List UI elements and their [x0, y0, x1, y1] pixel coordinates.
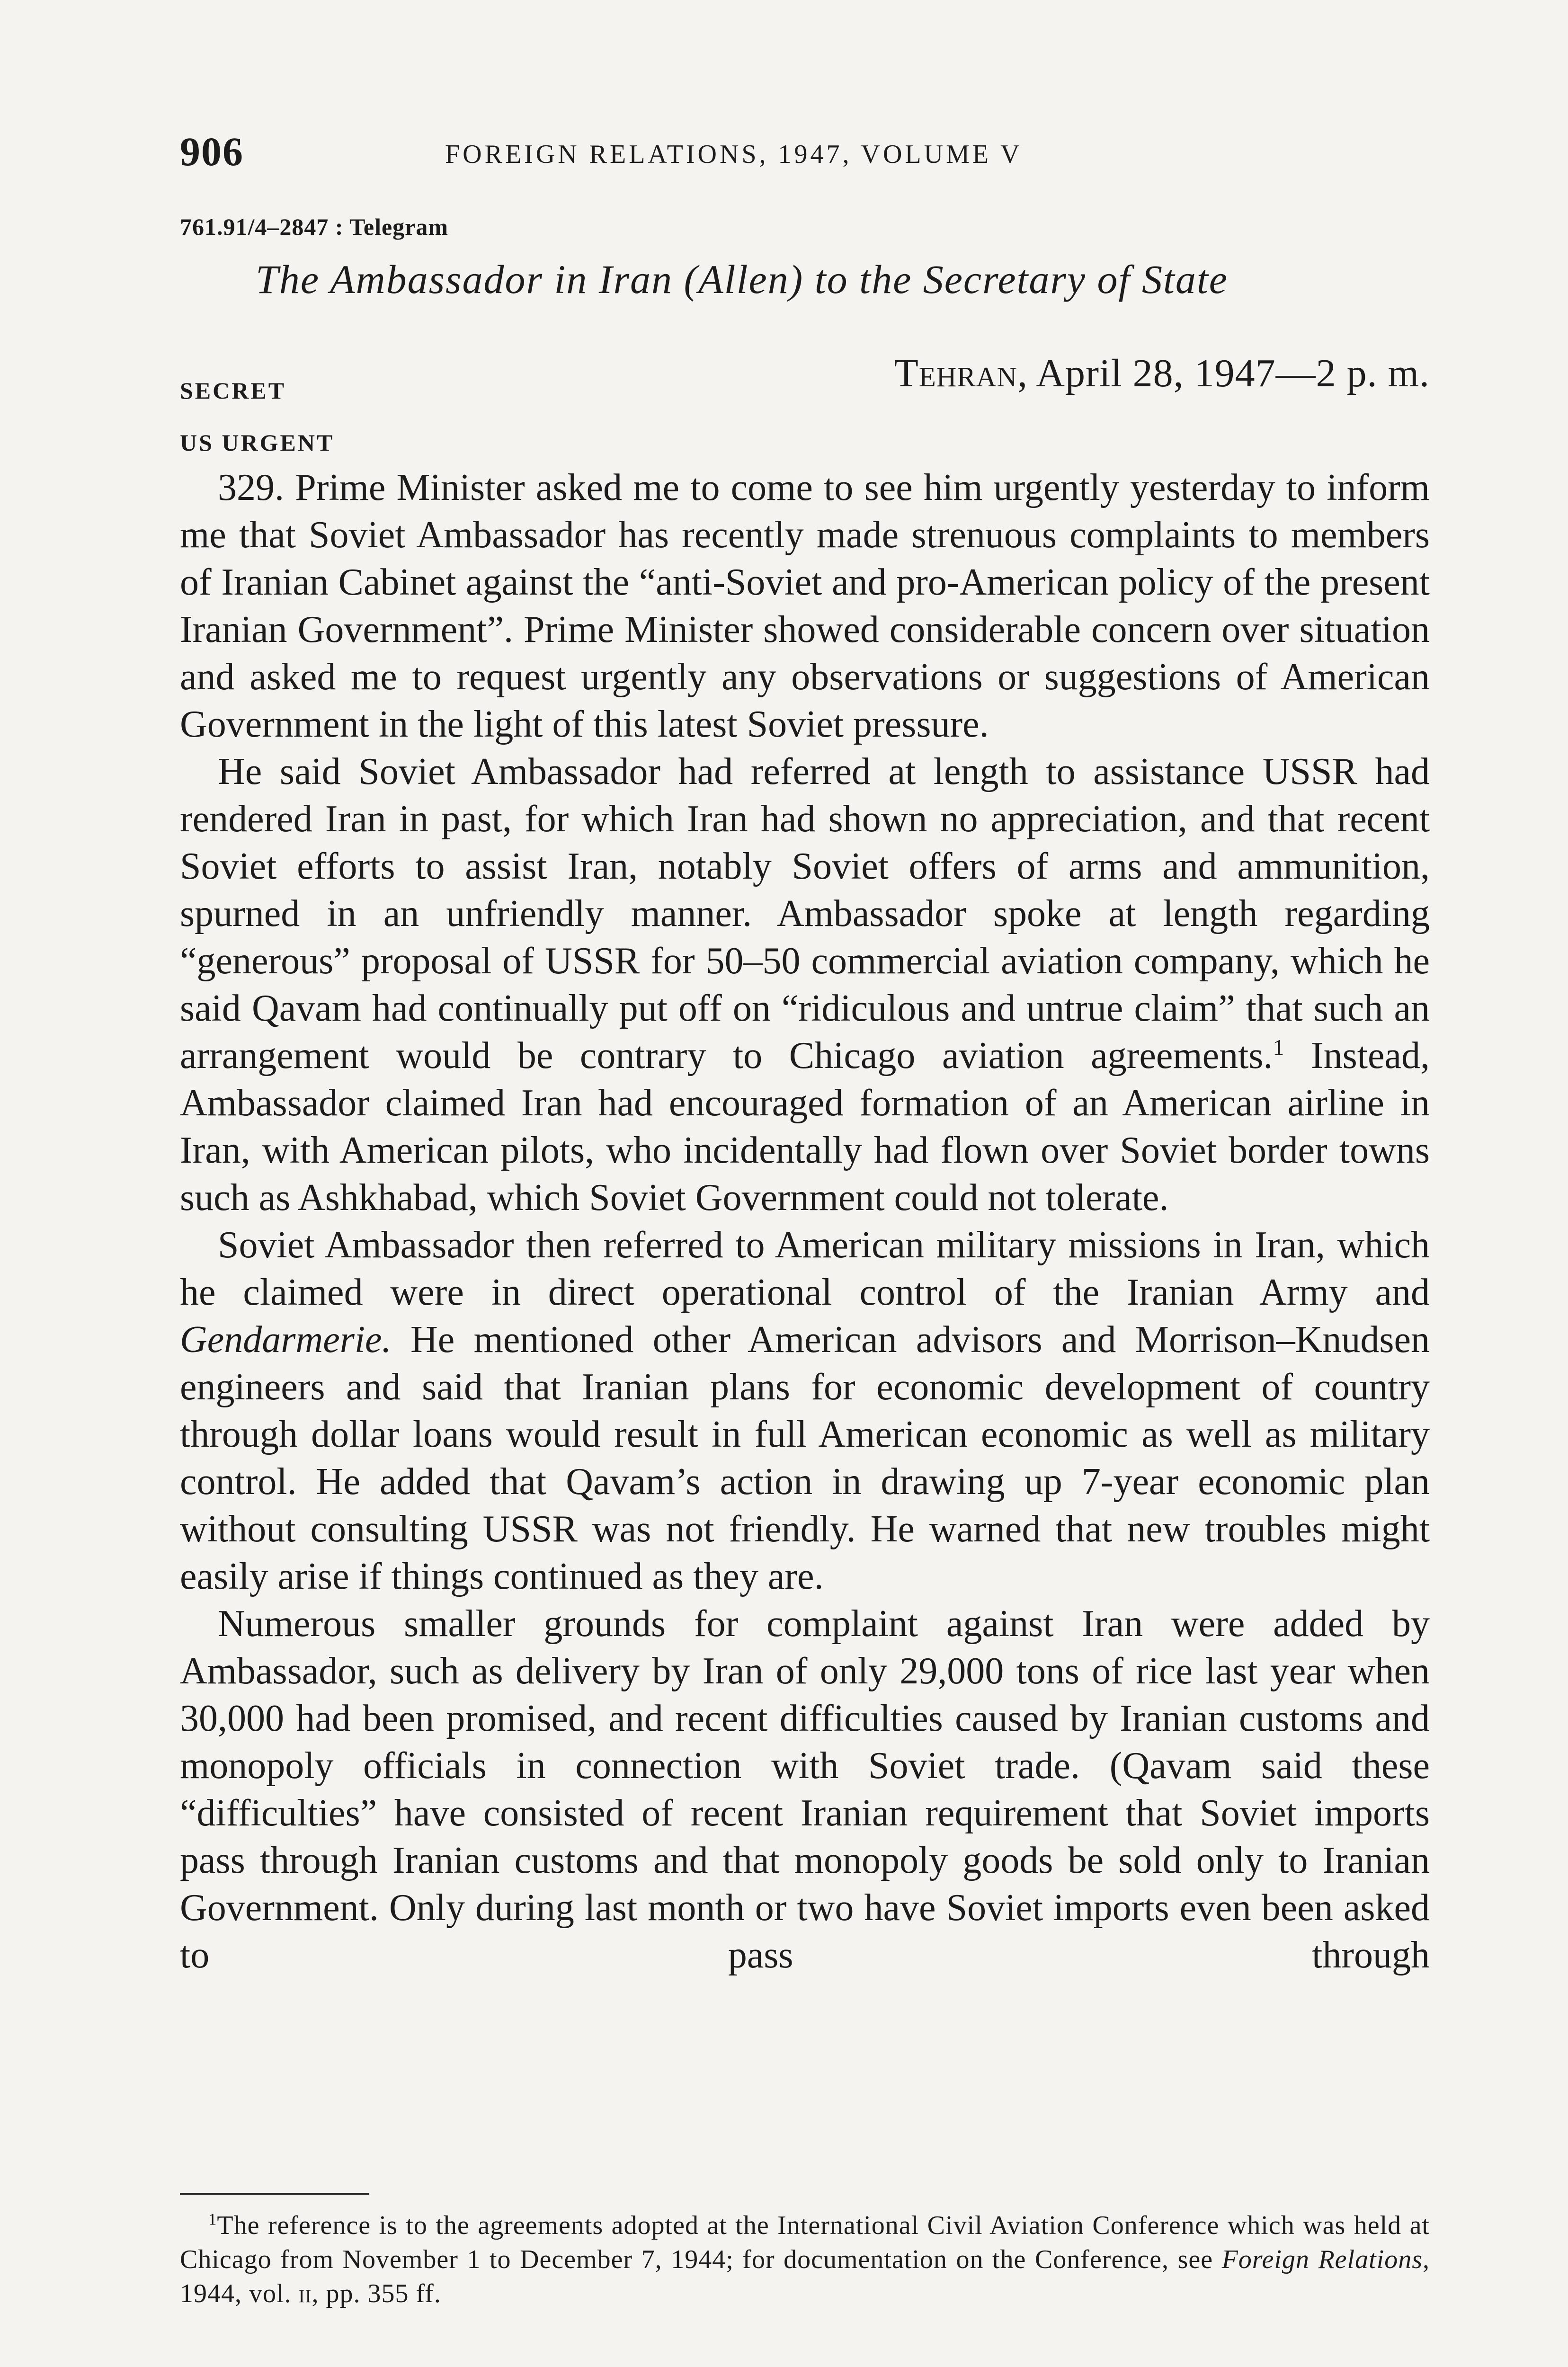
classification-block: [180, 365, 334, 469]
footnote: [180, 2208, 1430, 2311]
dateline-place: Tehran: [894, 351, 1017, 395]
running-head: [180, 128, 1420, 180]
classification-secret: SECRET: [180, 377, 286, 404]
paragraph-1: 329. Prime Minister asked me to come to see him urgently yesterday to inform me that Soviet Ambassador has recently made strenuous complaints to members of Iranian Cabinet against the “anti-Soviet and pro-American policy of the present Iranian Government”. Prime Minister showed considerable concern over situation and asked me to request urgently any observations or suggestions of American Government in the light of this latest Soviet pressure.: [180, 467, 1430, 745]
footnote-volume: ii: [298, 2279, 312, 2308]
dateline-date: , April 28, 1947—2 p. m.: [1017, 351, 1430, 395]
paragraph-2-text-b: Instead, Ambassador claimed Iran had encouraged formation of an American airline in Iran, with American pilots, who incidentally had flown over Soviet border towns such as Ashkhabad, which Soviet Government could not tolerate.: [180, 1035, 1430, 1219]
page-number: 906: [180, 129, 244, 174]
running-title: FOREIGN RELATIONS, 1947, VOLUME V: [445, 140, 1023, 169]
paragraph-3-italic: Gendarmerie.: [180, 1319, 392, 1361]
footnote-text-c: , pp. 355 ff.: [312, 2279, 441, 2308]
footnote-text-a: The reference is to the agreements adopted at the International Civil Aviation Conference which was held at Chicago from November 1 to December 7, 1944; for documentation on the Conference, see: [180, 2211, 1430, 2274]
footnote-text-b: , 1944, vol.: [180, 2245, 1430, 2308]
paragraph-3: [180, 1221, 1430, 1600]
classification-urgency: US URGENT: [180, 429, 335, 456]
footnote-marker: 1: [208, 2210, 217, 2229]
heading-part-1: The Ambassador in Iran: [256, 257, 684, 302]
footnote-reference: 1: [1273, 1035, 1284, 1060]
paragraph-2-text-a: He said Soviet Ambassador had referred at length to assistance USSR had rendered Iran in past, for which Iran had shown no appreciation, and that recent Soviet efforts to assist Iran, notably Soviet offers of arms and ammunition, spurned in an unfriendly manner. Ambassador spoke at length regarding “generous” proposal of USSR for 50–50 commercial aviation company, which he said Qavam had continually put off on “ridiculous and untrue claim” that such an arrangement would be contrary to Chicago aviation agreements.: [180, 751, 1430, 1077]
telegram-body: [180, 464, 1430, 1979]
footnote-divider: [180, 2193, 369, 2195]
paragraph-2: [180, 748, 1430, 1221]
heading-part-3: to the Secretary of State: [803, 257, 1228, 302]
document-heading: [256, 256, 1420, 303]
paragraph-4: Numerous smaller grounds for complaint against Iran were added by Ambassador, such as delivery by Iran of only 29,000 tons of rice last year when 30,000 had been promised, and recent difficulties caused by Iranian customs and monopoly officials in connection with Soviet trade. (Qavam said these “difficulties” have consisted of recent Iranian requirement that Soviet imports pass through Iranian customs and that monopoly goods be sold only to Iranian Government. Only during last month or two have Soviet imports even been asked to pass through: [180, 1603, 1430, 1976]
file-reference: 761.91/4–2847 : Telegram: [180, 214, 449, 240]
paragraph-3-text-b: He mentioned other American advisors and Morrison–Knudsen engineers and said that Iranian plans for economic development of country through dollar loans would result in full American economic as well as military control. He added that Qavam’s action in drawing up 7-year economic plan without consulting USSR was not friendly. He warned that new troubles might easily arise if things continued as they are.: [180, 1319, 1430, 1597]
paragraph-3-text-a: Soviet Ambassador then referred to American military missions in Iran, which he claimed were in direct operational control of the Iranian Army and: [180, 1224, 1430, 1313]
dateline: [838, 350, 1430, 396]
heading-part-2: (Allen): [684, 257, 804, 302]
footnote-italic: Foreign Relations: [1221, 2245, 1423, 2274]
